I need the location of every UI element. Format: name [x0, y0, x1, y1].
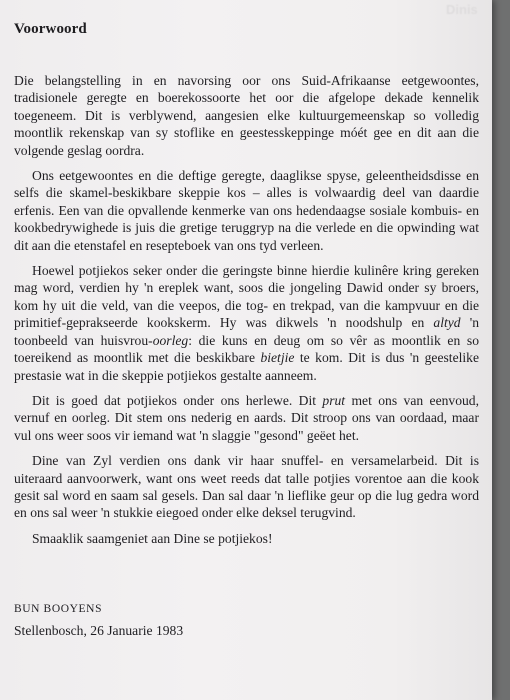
- paragraph-5: Dine van Zyl verdien ons dank vir haar snuffel- en versamelarbeid. Dit is uiteraard aanvoorwerk, want ons weet reeds dat talle potjies vorentoe aan die kook gesit sal word en saam sal gesels. Dan sal daar 'n lieflike geur op die lug gedra word en ons sal weer 'n stukkie eiegoed onder elke deksel terugvind.: [14, 453, 479, 521]
- paragraph-1: Die belangstelling in en navorsing oor ons Suid-Afrikaanse eetgewoontes, tradisionele geregte en boerekossoorte het oor die afgelope dekade kennelik toegeneem. Dit is verblywend, aangesien elke kultuurgemeenskap so volledig moontlik rekenskap van sy stoflike en geestesskeppinge móét gee en dit aan die volgende geslag oordra.: [14, 73, 479, 158]
- signature-block: [14, 603, 183, 639]
- paragraph-2: Ons eetgewoontes en die deftige geregte, daaglikse spyse, geleentheidsdisse en selfs die skamel-beskikbare skeppie kos – alles is volwaardig deel van daardie erfenis. Een van die opvallende kenmerke van ons hedendaagse sosiale kombuis- en kookbedrywighede is juis die gretige teruggryp na die verlede en die opwinding wat dit aan die etenstafel en resepteboek van ons tyd verleen.: [14, 168, 479, 253]
- facing-page-show-through: Dinis: [446, 2, 478, 17]
- foreword-body: [14, 72, 479, 555]
- paragraph-3: Hoewel potjiekos seker onder die geringste binne hierdie kulinêre kring gereken mag word, verdien hy 'n ereplek want, soos die jongeling Dawid onder sy broers, kom hy uit die veld, van die veepos, die tog- en trekpad, van die kampvuur en die primitief-geprakseerde kookskerm. Hy was dikwels 'n noodshulp en altyd 'n toonbeeld van huisvrou-oorleg: die kuns en deug om so vêr as moontlik en so toereikend as moontlik met die beskikbare bietjie te kom. Dit is dus 'n geestelike prestasie wat in die skeppie potjiekos gestalte aanneem.: [14, 263, 479, 383]
- signature-name: BUN BOOYENS: [14, 603, 103, 615]
- paragraph-6: Smaaklik saamgeniet aan Dine se potjiekos!: [32, 530, 273, 546]
- page-title: Voorwoord: [14, 21, 87, 37]
- paragraph-4: Dit is goed dat potjiekos onder ons herlewe. Dit prut met ons van eenvoud, vernuf en oorleg. Dit stem ons nederig en aards. Dit stroop ons van oordaad, maar vul ons weer soos vir iemand wat 'n slaggie "gesond" geëet het.: [14, 392, 479, 443]
- signature-place-date: Stellenbosch, 26 Januarie 1983: [14, 623, 184, 638]
